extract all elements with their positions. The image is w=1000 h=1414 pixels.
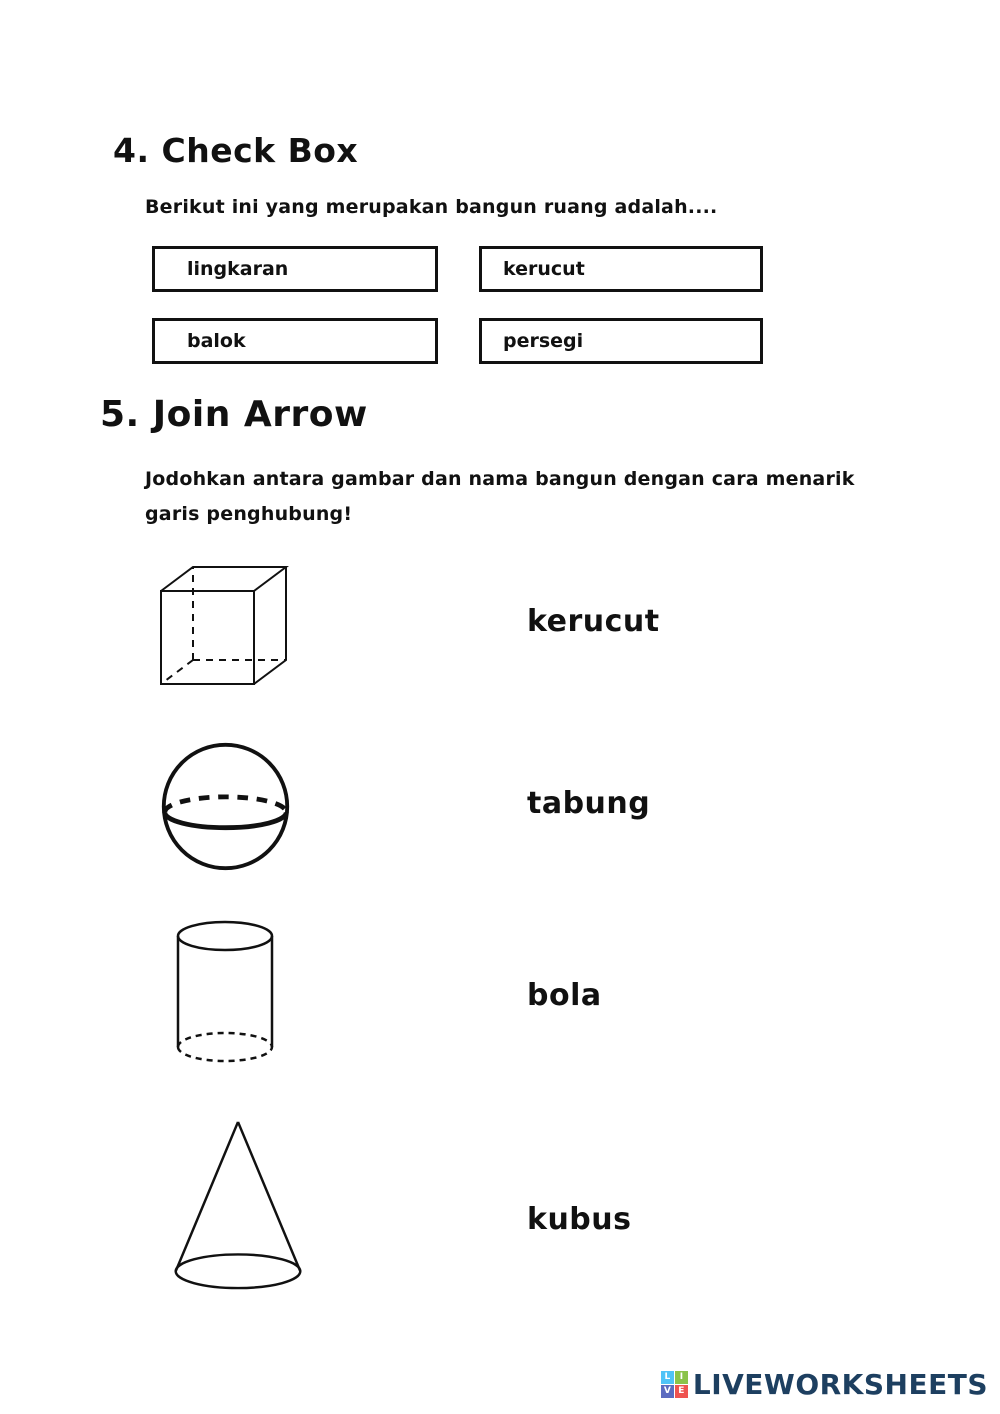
- checkbox-option-kerucut[interactable]: [479, 246, 763, 292]
- liveworksheets-brand: [661, 1368, 988, 1401]
- section5-instruction-line2: garis penghubung!: [145, 503, 353, 525]
- logo-square-i: I: [675, 1371, 688, 1384]
- sphere-svg: [158, 739, 293, 874]
- sphere-icon[interactable]: [158, 739, 293, 878]
- cylinder-svg: [175, 919, 275, 1064]
- checkbox-option-label: lingkaran: [187, 258, 289, 280]
- cube-wireframe-svg: [149, 556, 299, 696]
- cone-icon[interactable]: [168, 1116, 308, 1298]
- match-label-kerucut[interactable]: kerucut: [527, 604, 660, 639]
- match-label-bola[interactable]: bola: [527, 978, 602, 1013]
- logo-square-l: L: [661, 1371, 674, 1384]
- cone-svg: [168, 1116, 308, 1294]
- section4-instruction: Berikut ini yang merupakan bangun ruang adalah....: [145, 196, 718, 218]
- logo-square-e: E: [675, 1385, 688, 1398]
- checkbox-option-lingkaran[interactable]: [152, 246, 438, 292]
- section5-heading: 5. Join Arrow: [100, 394, 368, 435]
- match-label-tabung[interactable]: tabung: [527, 786, 651, 821]
- liveworksheets-wordmark: LIVEWORKSHEETS: [692, 1368, 988, 1401]
- cube-wireframe-icon[interactable]: [149, 556, 299, 700]
- match-label-kubus[interactable]: kubus: [527, 1202, 632, 1237]
- checkbox-option-label: balok: [187, 330, 246, 352]
- logo-square-v: V: [661, 1385, 674, 1398]
- checkbox-option-label: persegi: [503, 330, 584, 352]
- cylinder-icon[interactable]: [175, 919, 275, 1068]
- checkbox-option-persegi[interactable]: [479, 318, 763, 364]
- liveworksheets-logo-icon: [661, 1371, 688, 1398]
- section5-instruction-line1: Jodohkan antara gambar dan nama bangun dengan cara menarik: [145, 468, 855, 490]
- section4-heading: 4. Check Box: [113, 131, 359, 170]
- checkbox-option-balok[interactable]: [152, 318, 438, 364]
- checkbox-option-label: kerucut: [503, 258, 585, 280]
